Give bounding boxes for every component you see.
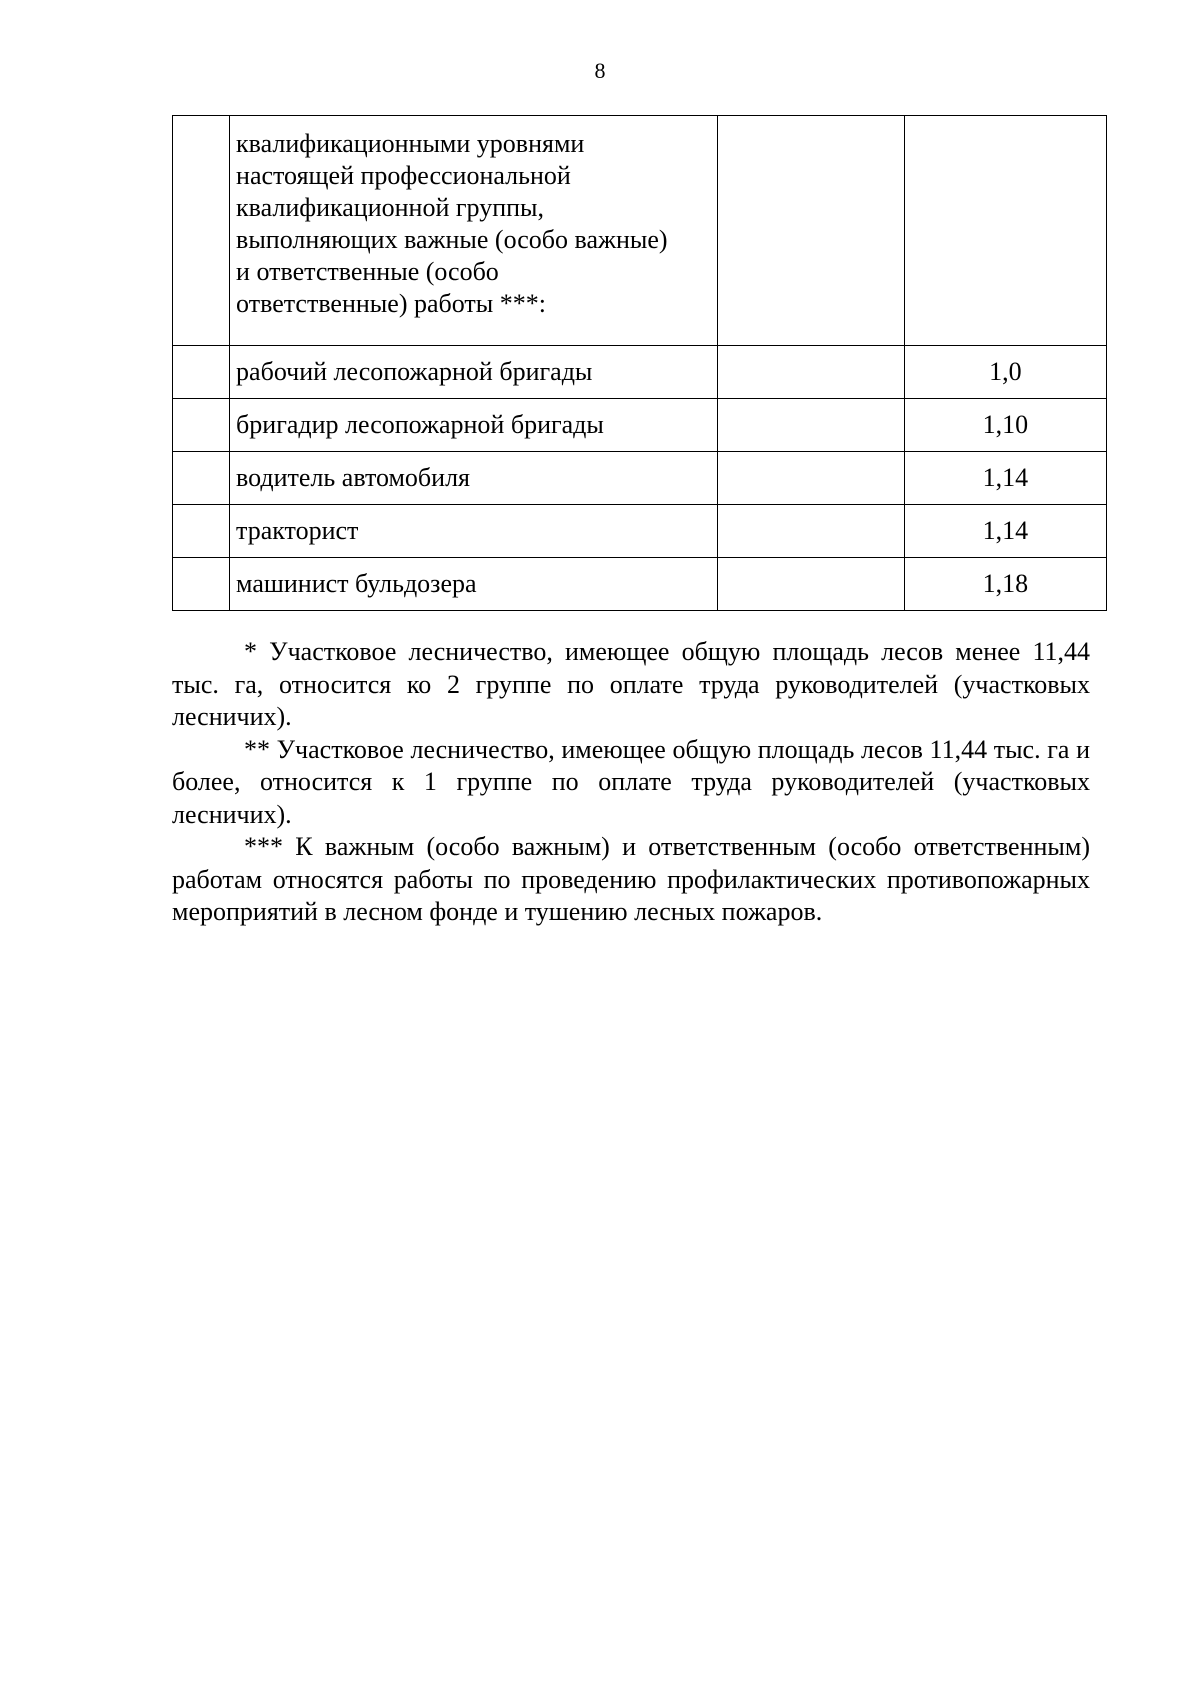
table-row xyxy=(173,346,1107,399)
table-cell-value: 1,18 xyxy=(904,558,1106,611)
page-number: 8 xyxy=(594,58,606,83)
table-cell-label: водитель автомобиля xyxy=(230,452,718,505)
table-cell-value: 1,14 xyxy=(904,505,1106,558)
footnote: ** Участковое лесничество, имеющее общую площадь лесов 11,44 тыс. га и более, относится к 1 группе по оплате труда руководителей (участковых лесничих). xyxy=(172,734,1090,829)
table-cell-empty xyxy=(173,558,230,611)
footnote: *** К важным (особо важным) и ответственным (особо ответственным) работам относятся работы по проведению профилактических противопожарных мероприятий в лесном фонде и тушению лесных пожаров. xyxy=(172,832,1090,926)
table-cell-empty xyxy=(173,399,230,452)
table-cell-empty xyxy=(717,505,904,558)
table-cell-empty xyxy=(717,116,904,346)
table-cell-label: машинист бульдозера xyxy=(230,558,718,611)
table-cell-label: тракторист xyxy=(230,505,718,558)
table-cell-empty xyxy=(717,346,904,399)
table-row xyxy=(173,452,1107,505)
table-cell-empty xyxy=(717,452,904,505)
table-row xyxy=(173,505,1107,558)
table-cell-label: рабочий лесопожарной бригады xyxy=(230,346,718,399)
footnotes xyxy=(172,636,1090,929)
qualification-table xyxy=(172,115,1107,611)
table-cell-label: квалификационными уровнями настоящей профессиональной квалификационной группы, выполняющих важные (особо важные) и ответственные (особо ответственные) работы ***: xyxy=(230,116,718,346)
table-row xyxy=(173,558,1107,611)
footnote: * Участковое лесничество, имеющее общую площадь лесов менее 11,44 тыс. га, относится ко 2 группе по оплате труда руководителей (участковых лесничих). xyxy=(172,637,1090,731)
table-cell-empty xyxy=(173,452,230,505)
table-cell-empty xyxy=(717,399,904,452)
table-cell-empty xyxy=(173,116,230,346)
table-cell-empty xyxy=(717,558,904,611)
table-cell-empty xyxy=(904,116,1106,346)
table-row xyxy=(173,116,1107,346)
table-cell-empty xyxy=(173,505,230,558)
table-cell-empty xyxy=(173,346,230,399)
table-cell-value: 1,14 xyxy=(904,452,1106,505)
table-cell-value: 1,0 xyxy=(904,346,1106,399)
table-cell-value: 1,10 xyxy=(904,399,1106,452)
table-cell-label: бригадир лесопожарной бригады xyxy=(230,399,718,452)
table-row xyxy=(173,399,1107,452)
